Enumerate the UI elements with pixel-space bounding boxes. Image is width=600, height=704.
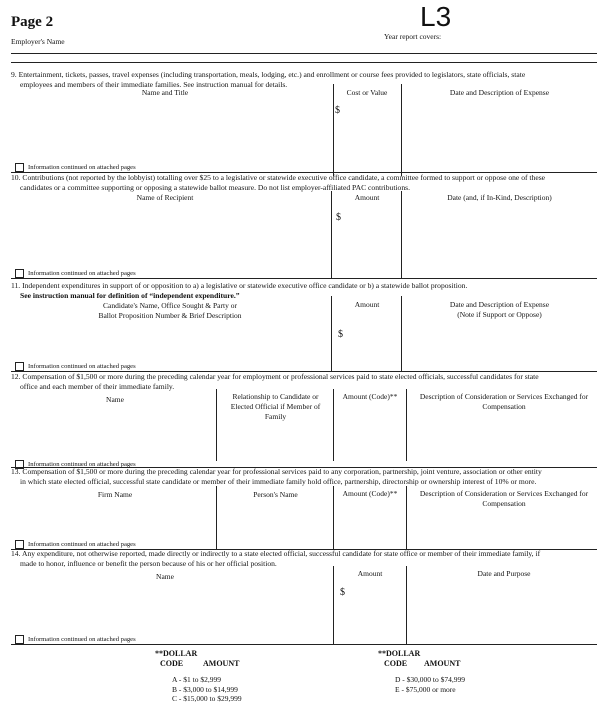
section-10-col-recipient: Name of Recipient (136, 193, 194, 202)
section-11-col-note: (Note if Support or Oppose) (457, 310, 542, 319)
section-13-continued-checkbox[interactable] (15, 540, 24, 549)
section-12-col-description-2: Compensation (482, 402, 526, 411)
section-13-text: 13. Compensation of $1,500 or more during the preceding calendar year for professional services paid to any corporation, partnership, joint venture, association or other entity (11, 467, 542, 476)
section-14-col-date-purpose: Date and Purpose (477, 569, 531, 578)
section-12-col-relationship: Relationship to Candidate or (232, 392, 319, 401)
column-divider (333, 566, 334, 644)
section-divider (11, 278, 597, 279)
section-13-col-firm: Firm Name (97, 490, 133, 499)
column-divider (401, 296, 402, 371)
section-13-text-2: in which state elected official, successful state candidate or member of their immediate family hold office, partnership, directorship or ownership interest of 10% or more. (20, 477, 537, 486)
section-11-text-2: See instruction manual for definition of “independent expenditure.” (20, 291, 240, 300)
section-9-continued-checkbox[interactable] (15, 163, 24, 172)
column-divider (406, 566, 407, 644)
section-11-continued-checkbox[interactable] (15, 362, 24, 371)
section-11-col-amount: Amount (354, 300, 380, 309)
legend-item-e: E - $75,000 or more (395, 685, 456, 694)
section-11-continued-label: Information continued on attached pages (28, 363, 136, 370)
column-divider (333, 84, 334, 176)
legend-item-a: A - $1 to $2,999 (172, 675, 221, 684)
section-9-dollar-sign: $ (335, 105, 340, 116)
section-12-col-name: Name (106, 395, 124, 404)
legend-title-left: **DOLLAR (155, 649, 198, 658)
legend-item-b: B - $3,000 to $14,999 (172, 685, 238, 694)
section-14-col-name: Name (156, 572, 174, 581)
column-divider (333, 486, 334, 549)
section-13-col-description: Description of Consideration or Services Exchanged for (419, 489, 589, 498)
column-divider (216, 389, 217, 461)
legend-item-d: D - $30,000 to $74,999 (395, 675, 465, 684)
section-11-col-candidate: Candidate's Name, Office Sought & Party or (103, 301, 237, 310)
section-11-col-date: Date and Description of Expense (449, 300, 550, 309)
section-12-col-relationship-2: Elected Official if Member of (230, 402, 321, 411)
section-10-col-date: Date (and, if In-Kind, Description) (447, 193, 552, 202)
legend-code-label-right: CODE (384, 659, 408, 668)
section-12-text: 12. Compensation of $1,500 or more during the preceding calendar year for employment or professional services paid to state elected officials, successful candidates for state (11, 372, 539, 381)
form-code: L3 (420, 1, 452, 32)
page-number: Page 2 (11, 14, 54, 30)
section-12-col-relationship-3: Family (264, 412, 287, 421)
legend-amount-label-right: AMOUNT (424, 659, 461, 668)
column-divider (331, 191, 332, 278)
section-14-text-2: made to honor, influence or benefit the person because of his or her official position. (20, 559, 277, 568)
section-9-col-cost: Cost or Value (346, 88, 388, 97)
employer-name-label: Employer's Name (11, 37, 65, 46)
column-divider (331, 296, 332, 371)
section-10-col-amount: Amount (354, 193, 380, 202)
section-10-dollar-sign: $ (336, 212, 341, 223)
header-divider (11, 53, 597, 54)
section-14-text: 14. Any expenditure, not otherwise reported, made directly or indirectly to a state elected official, successful candidate for state office or member of their immediate family, if (11, 549, 541, 558)
column-divider (406, 486, 407, 549)
section-13-continued-label: Information continued on attached pages (28, 541, 136, 548)
section-9-text-2: employees and members of their immediate families. See instruction manual for details. (20, 80, 288, 89)
column-divider (216, 486, 217, 549)
column-divider (401, 191, 402, 278)
legend-item-c: C - $15,000 to $29,999 (172, 694, 242, 703)
section-14-col-amount: Amount (357, 569, 383, 578)
section-10-continued-label: Information continued on attached pages (28, 270, 136, 277)
year-report-label: Year report covers: (384, 32, 442, 41)
section-10-continued-checkbox[interactable] (15, 269, 24, 278)
section-11-text: 11. Independent expenditures in support of or opposition to a) a legislative or statewide executive office candidate or b) a statewide ballot proposition. (11, 281, 468, 290)
section-divider (11, 644, 597, 645)
section-13-col-amount-code: Amount (Code)** (342, 489, 398, 498)
section-12-text-2: office and each member of their immediate family. (20, 382, 175, 391)
section-14-dollar-sign: $ (340, 587, 345, 598)
legend-code-label-left: CODE (160, 659, 184, 668)
legend-amount-label-left: AMOUNT (203, 659, 240, 668)
section-12-col-amount-code: Amount (Code)** (342, 392, 398, 401)
legend-title-right: **DOLLAR (378, 649, 421, 658)
section-12-col-description: Description of Consideration or Services Exchanged for (419, 392, 589, 401)
section-14-continued-label: Information continued on attached pages (28, 636, 136, 643)
section-9-col-date: Date and Description of Expense (449, 88, 550, 97)
section-13-col-description-2: Compensation (482, 499, 526, 508)
section-14-continued-checkbox[interactable] (15, 635, 24, 644)
section-9-col-name: Name and Title (141, 88, 189, 97)
column-divider (333, 389, 334, 461)
section-11-dollar-sign: $ (338, 329, 343, 340)
section-9-text: 9. Entertainment, tickets, passes, travel expenses (including transportation, meals, lodging, etc.) and enrollment or course fees provided to legislators, state officials, state (11, 70, 526, 79)
header-divider-2 (11, 62, 597, 63)
section-11-col-candidate-2: Ballot Proposition Number & Brief Description (98, 311, 242, 320)
section-10-text-2: candidates or a committee supporting or opposing a statewide ballot measure. Do not list employer-affiliated PAC contributions. (20, 183, 411, 192)
column-divider (401, 84, 402, 176)
section-9-continued-label: Information continued on attached pages (28, 164, 136, 171)
section-12-continued-label: Information continued on attached pages (28, 461, 136, 468)
section-10-text: 10. Contributions (not reported by the lobbyist) totalling over $25 to a legislative or statewide executive office candidate, a committee formed to support or oppose one of these (11, 173, 546, 182)
column-divider (406, 389, 407, 461)
section-13-col-person: Person's Name (253, 490, 298, 499)
